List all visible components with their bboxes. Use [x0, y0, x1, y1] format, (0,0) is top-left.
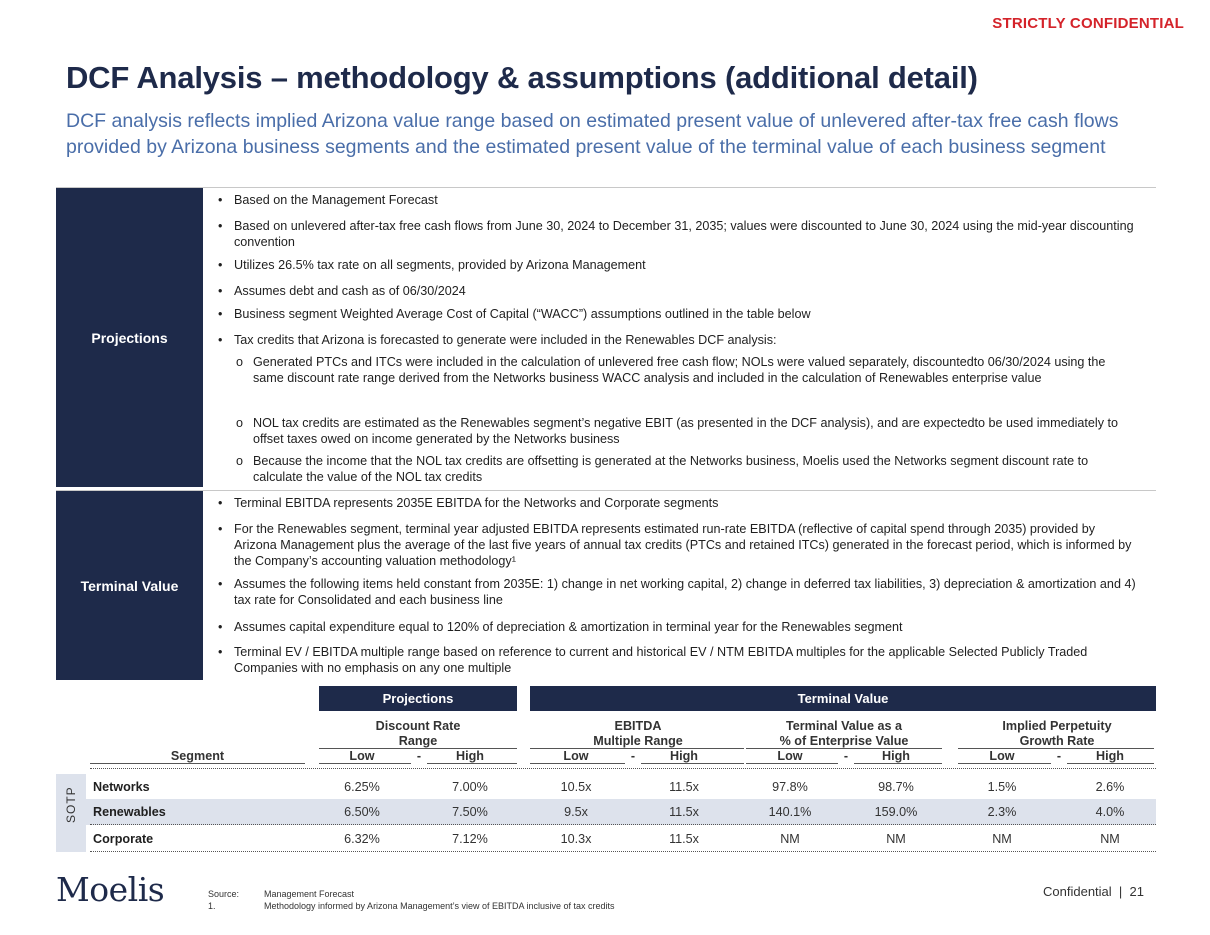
subheader-dash: - — [630, 749, 636, 763]
segment-underline — [90, 763, 305, 764]
row-divider — [90, 824, 1156, 825]
bullet-item: • Terminal EV / EBITDA multiple range based on reference to current and historical EV / NTM EBITDA multiples for the applicable Selected Publicly Traded Companies with no emphasis on any one multiple — [216, 644, 1136, 676]
page-subtitle: DCF analysis reflects implied Arizona value range based on estimated present value of unlevered after-tax free cash flows provided by Arizona business segments and the estimated present value of the terminal value of each business segment — [66, 110, 1119, 158]
projections-body — [203, 188, 1156, 487]
segment-header: Segment — [170, 749, 225, 763]
bullet-item: • Assumes debt and cash as of 06/30/2024 — [216, 283, 1136, 299]
value-cell: 7.12% — [452, 832, 488, 846]
bullet-item: • Utilizes 26.5% tax rate on all segments, provided by Arizona Management — [216, 257, 1136, 273]
subheader-high: High — [456, 749, 484, 763]
segment-name: Renewables — [93, 805, 166, 819]
bullet-item: • Tax credits that Arizona is forecasted to generate were included in the Renewables DCF analysis: — [216, 332, 1136, 348]
terminal-value-body — [203, 491, 1156, 680]
column-group-header: Implied Perpetuity Growth Rate — [1002, 719, 1112, 748]
source-text: Management Forecast — [264, 889, 355, 899]
sub-bullet-item: o NOL tax credits are estimated as the Renewables segment’s negative EBIT (as presented in the DCF analysis), and are expectedto be used immediately to offset taxes owed on income generated by the Networks business — [216, 415, 1136, 447]
sub-bullet-item: o Because the income that the NOL tax credits are offsetting is generated at the Networks business, Moelis used the Networks segment discount rate to calculate the value of the NOL tax credits — [216, 453, 1136, 485]
bullet-item: • Assumes capital expenditure equal to 120% of depreciation & amortization in terminal year for the Renewables segment — [216, 619, 1136, 635]
subheader-underline — [1067, 763, 1154, 764]
projections-section — [56, 187, 1156, 487]
value-cell: 98.7% — [878, 780, 914, 794]
footer-confidential: Confidential — [1043, 884, 1112, 899]
subheader-underline — [530, 763, 625, 764]
subheader-high: High — [670, 749, 698, 763]
value-cell: 11.5x — [669, 805, 699, 819]
confidential-tag: STRICTLY CONFIDENTIAL — [992, 15, 1184, 32]
value-cell: 7.00% — [452, 780, 488, 794]
subheader-underline — [427, 763, 517, 764]
value-cell: NM — [780, 832, 800, 846]
value-cell: 2.6% — [1095, 780, 1125, 794]
subheader-underline — [746, 763, 838, 764]
value-cell: NM — [886, 832, 906, 846]
page-title: DCF Analysis – methodology & assumptions (additional detail) — [66, 60, 978, 95]
subheader-dash: - — [843, 749, 849, 763]
band-terminal-value: Terminal Value — [530, 686, 1156, 711]
assumptions-table — [56, 686, 1156, 856]
value-cell: 140.1% — [768, 805, 812, 819]
column-group-header: EBITDA Multiple Range — [593, 719, 683, 748]
terminal-value-label: Terminal Value — [56, 491, 203, 680]
subheader-dash: - — [1056, 749, 1062, 763]
segment-name: Corporate — [93, 832, 154, 846]
subheader-high: High — [1096, 749, 1124, 763]
column-group-header: Terminal Value as a % of Enterprise Value — [779, 719, 909, 748]
subheader-high: High — [882, 749, 910, 763]
sub-bullet-item: o Generated PTCs and ITCs were included in the calculation of unlevered free cash flow; NOLs were valued separately, discountedto 06/30/2024 using the same discount rate range derived from the Networks business WACC analysis and included in the calculation of Renewables enterprise value — [216, 354, 1136, 386]
page-number: 21 — [1129, 884, 1144, 899]
value-cell: 7.50% — [452, 805, 488, 819]
footer-separator: | — [1118, 884, 1123, 899]
moelis-logo: Moelis — [56, 870, 165, 909]
value-cell: 6.50% — [344, 805, 380, 819]
bullet-item: • For the Renewables segment, terminal year adjusted EBITDA represents estimated run-rate EBITDA (reflective of capital spend through 2035) provided by Arizona Management plus the average of the last five years of annual tax credits (PTCs and retained ITCs) generated in the forecast period, which is informed by the Company’s accounting valuation methodology¹ — [216, 521, 1136, 569]
subheader-low: Low — [349, 749, 375, 763]
sotp-label: SOTP — [64, 786, 78, 823]
source-key: Source: — [208, 889, 240, 899]
value-cell: NM — [992, 832, 1012, 846]
bullet-item: • Based on unlevered after-tax free cash flows from June 30, 2024 to December 31, 2035; values were discounted to June 30, 2024 using the mid-year discounting convention — [216, 218, 1136, 250]
terminal-value-section — [56, 490, 1156, 680]
header-divider — [90, 768, 1156, 769]
row-divider — [90, 851, 1156, 852]
value-cell: 1.5% — [987, 780, 1017, 794]
subheader-dash: - — [416, 749, 422, 763]
projections-label: Projections — [56, 188, 203, 487]
value-cell: NM — [1100, 832, 1120, 846]
value-cell: 4.0% — [1095, 805, 1125, 819]
subheader-underline — [319, 763, 411, 764]
value-cell: 9.5x — [564, 805, 588, 819]
value-cell: 11.5x — [669, 780, 699, 794]
value-cell: 2.3% — [987, 805, 1017, 819]
subheader-low: Low — [989, 749, 1015, 763]
value-cell: 10.3x — [560, 832, 592, 846]
table-row — [86, 799, 1156, 825]
subheader-underline — [641, 763, 744, 764]
value-cell: 10.5x — [560, 780, 592, 794]
value-cell: 11.5x — [669, 832, 699, 846]
value-cell: 6.25% — [344, 780, 380, 794]
value-cell: 159.0% — [874, 805, 918, 819]
bullet-item: • Terminal EBITDA represents 2035E EBITDA for the Networks and Corporate segments — [216, 495, 1136, 511]
page-footer — [1043, 884, 1144, 899]
subheader-underline — [854, 763, 942, 764]
table-row — [86, 774, 1156, 800]
band-projections: Projections — [319, 686, 517, 711]
subheader-low: Low — [563, 749, 589, 763]
bullet-item: • Business segment Weighted Average Cost of Capital (“WACC”) assumptions outlined in the table below — [216, 306, 1136, 322]
subheader-underline — [958, 763, 1051, 764]
bullet-item: • Assumes the following items held constant from 2035E: 1) change in net working capital, 2) change in deferred tax liabilities, 3) depreciation & amortization and 4) tax rate for Consolidated and each business line — [216, 576, 1136, 608]
bullet-item: • Based on the Management Forecast — [216, 192, 1136, 208]
value-cell: 6.32% — [344, 832, 380, 846]
subheader-low: Low — [777, 749, 803, 763]
footnote-text: Methodology informed by Arizona Management’s view of EBITDA inclusive of tax credits — [264, 901, 615, 911]
segment-name: Networks — [93, 780, 150, 794]
value-cell: 97.8% — [772, 780, 808, 794]
column-group-header: Discount Rate Range — [375, 719, 461, 748]
footnote-key: 1. — [208, 901, 216, 911]
table-row — [86, 826, 1156, 852]
footnotes — [208, 888, 615, 912]
